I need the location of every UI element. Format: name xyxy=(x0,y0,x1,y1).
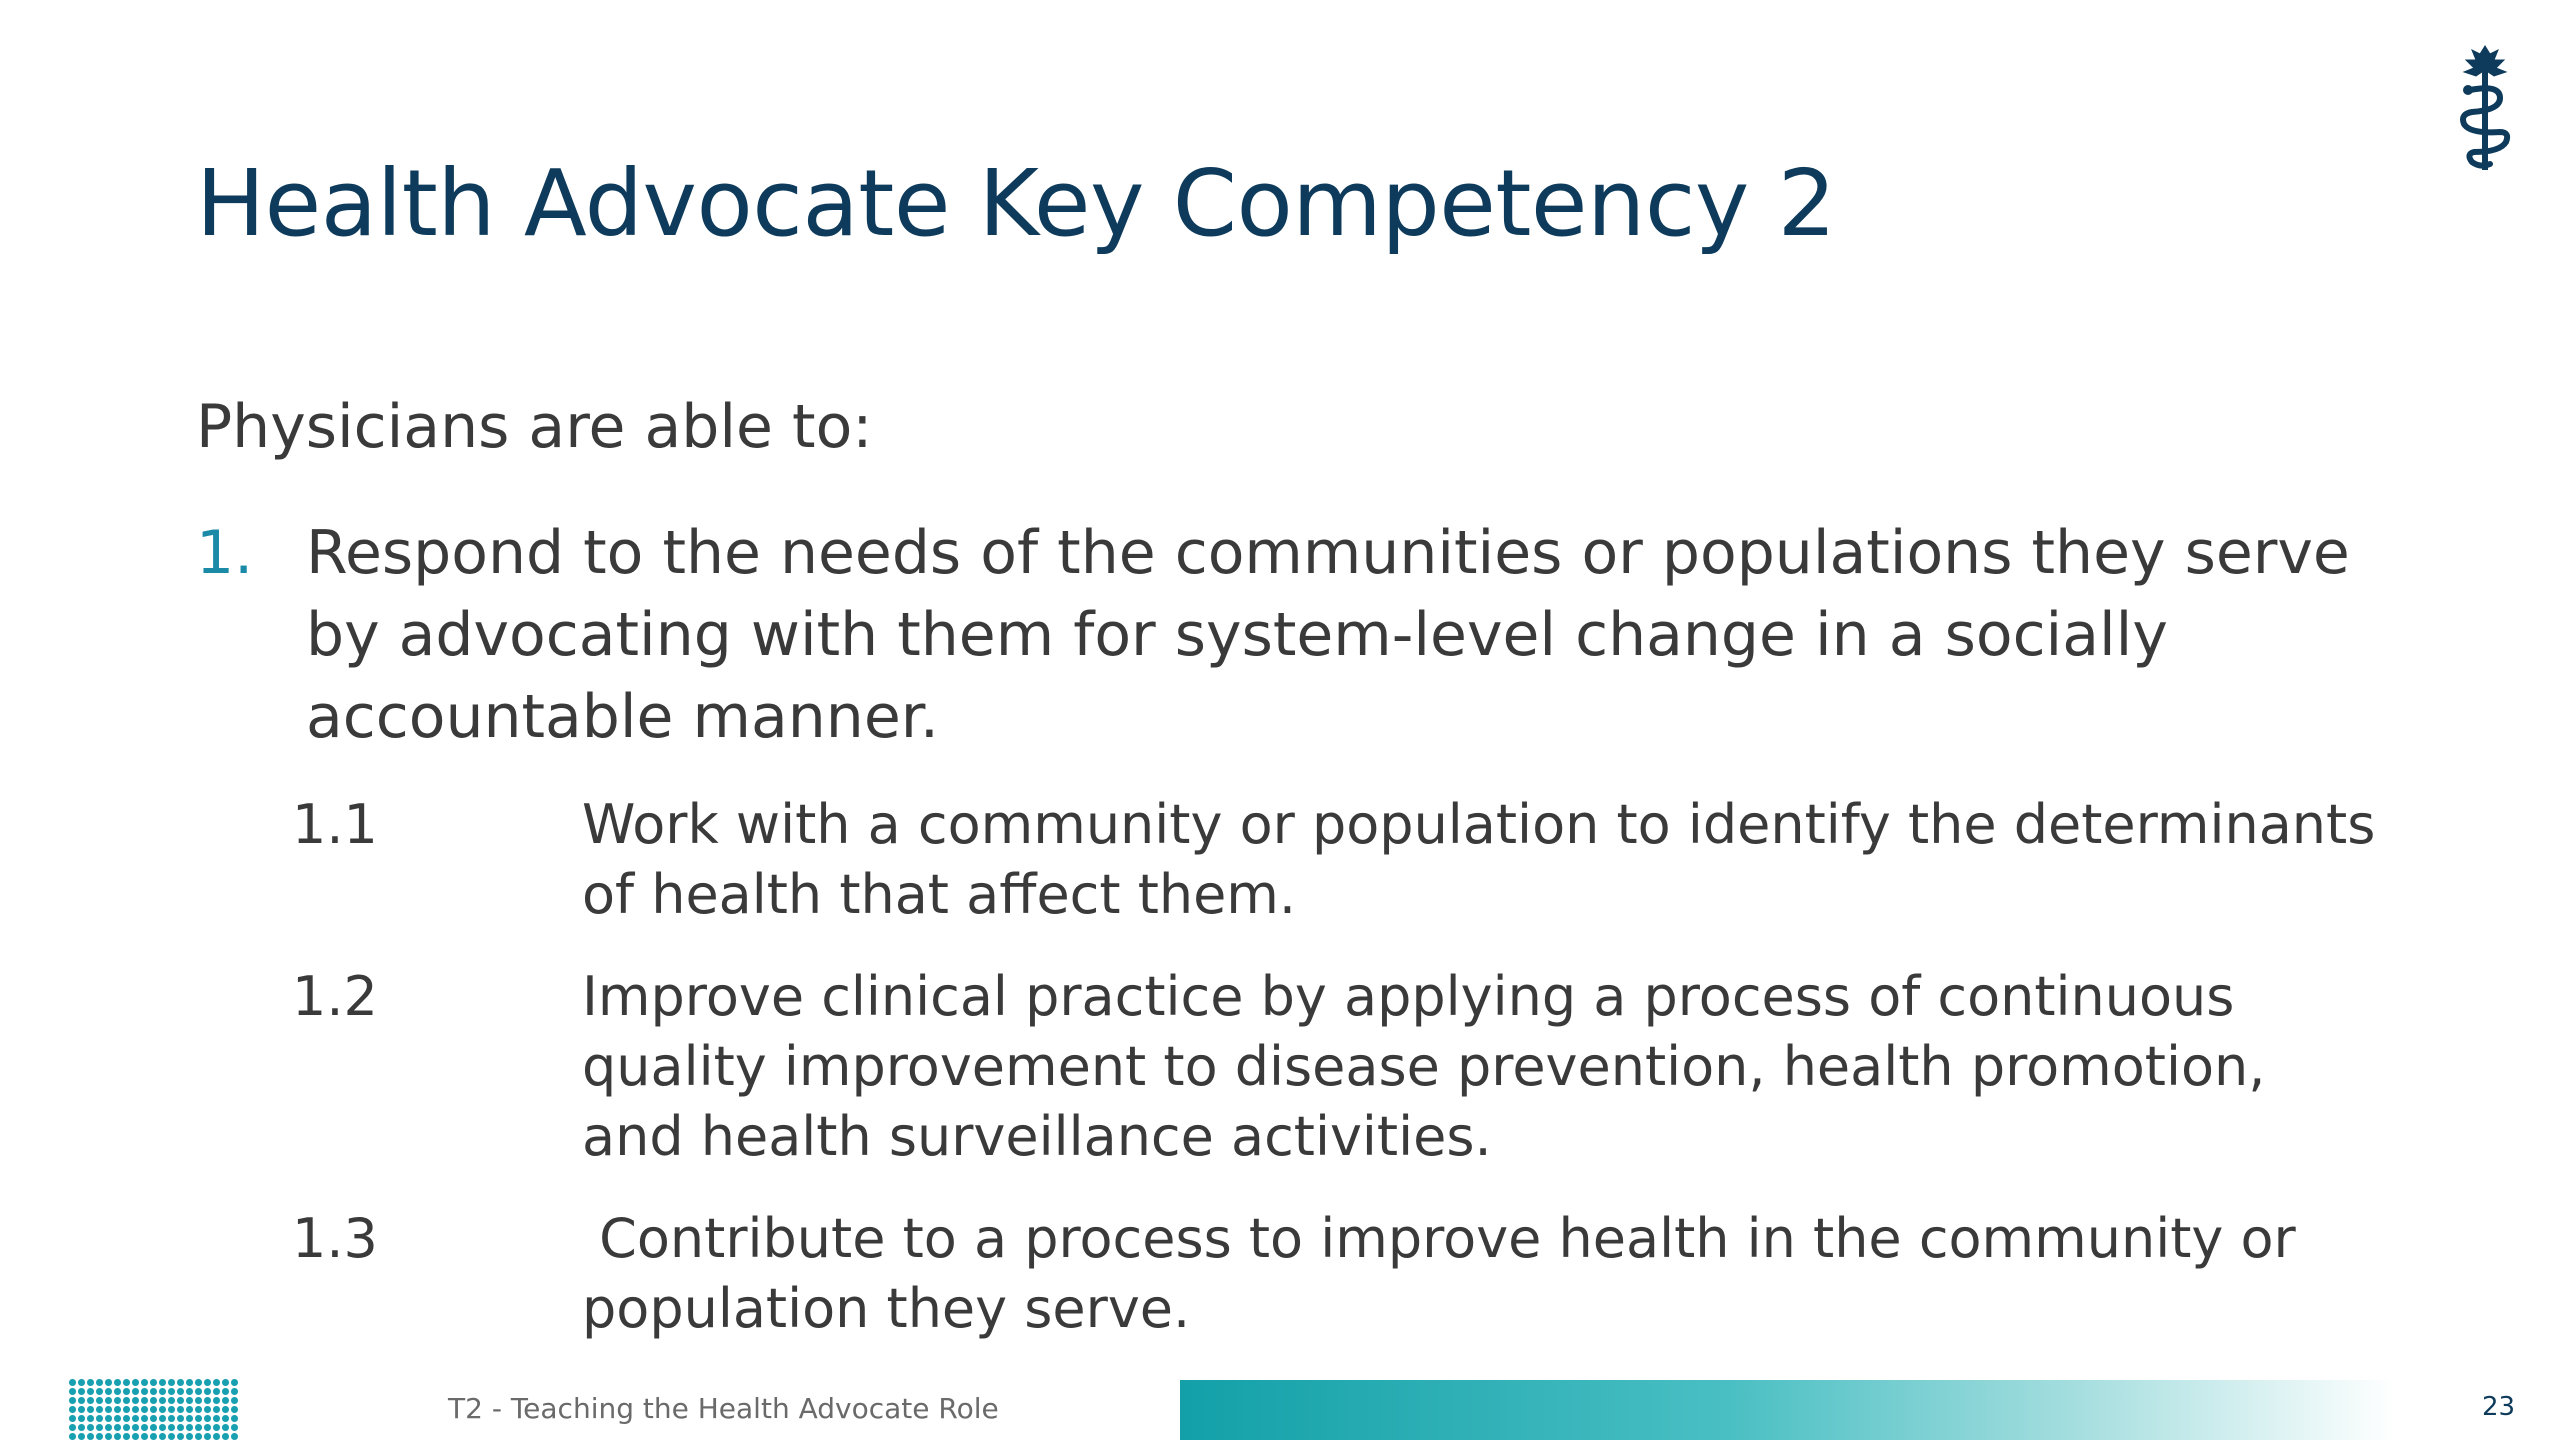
footer-label: T2 - Teaching the Health Advocate Role xyxy=(448,1392,999,1425)
sub-item-text: Work with a community or population to identify the determinants of health that affect them. xyxy=(582,793,2376,926)
dot-grid-decoration xyxy=(68,1378,240,1440)
sub-item-text: Contribute to a process to improve health in the community or population they serve. xyxy=(582,1207,2313,1340)
footer-gradient-bar xyxy=(1180,1380,2395,1440)
slide-title: Health Advocate Key Competency 2 xyxy=(196,150,1836,257)
intro-text: Physicians are able to: xyxy=(196,392,873,462)
sub-item-number: 1.1 xyxy=(292,793,378,856)
sub-item-text: Improve clinical practice by applying a process of continuous quality improvement to disease prevention, health promotion, and health surveillance activities. xyxy=(582,965,2266,1168)
main-item-text: Respond to the needs of the communities or populations they serve by advocating with them for system-level change in a socially accountable manner. xyxy=(306,518,2350,752)
sub-item-number: 1.3 xyxy=(292,1207,378,1270)
main-item-number: 1. xyxy=(196,518,254,588)
page-number: 23 xyxy=(2482,1392,2516,1422)
sub-item-number: 1.2 xyxy=(292,965,378,1028)
caduceus-logo-icon xyxy=(2450,40,2520,180)
